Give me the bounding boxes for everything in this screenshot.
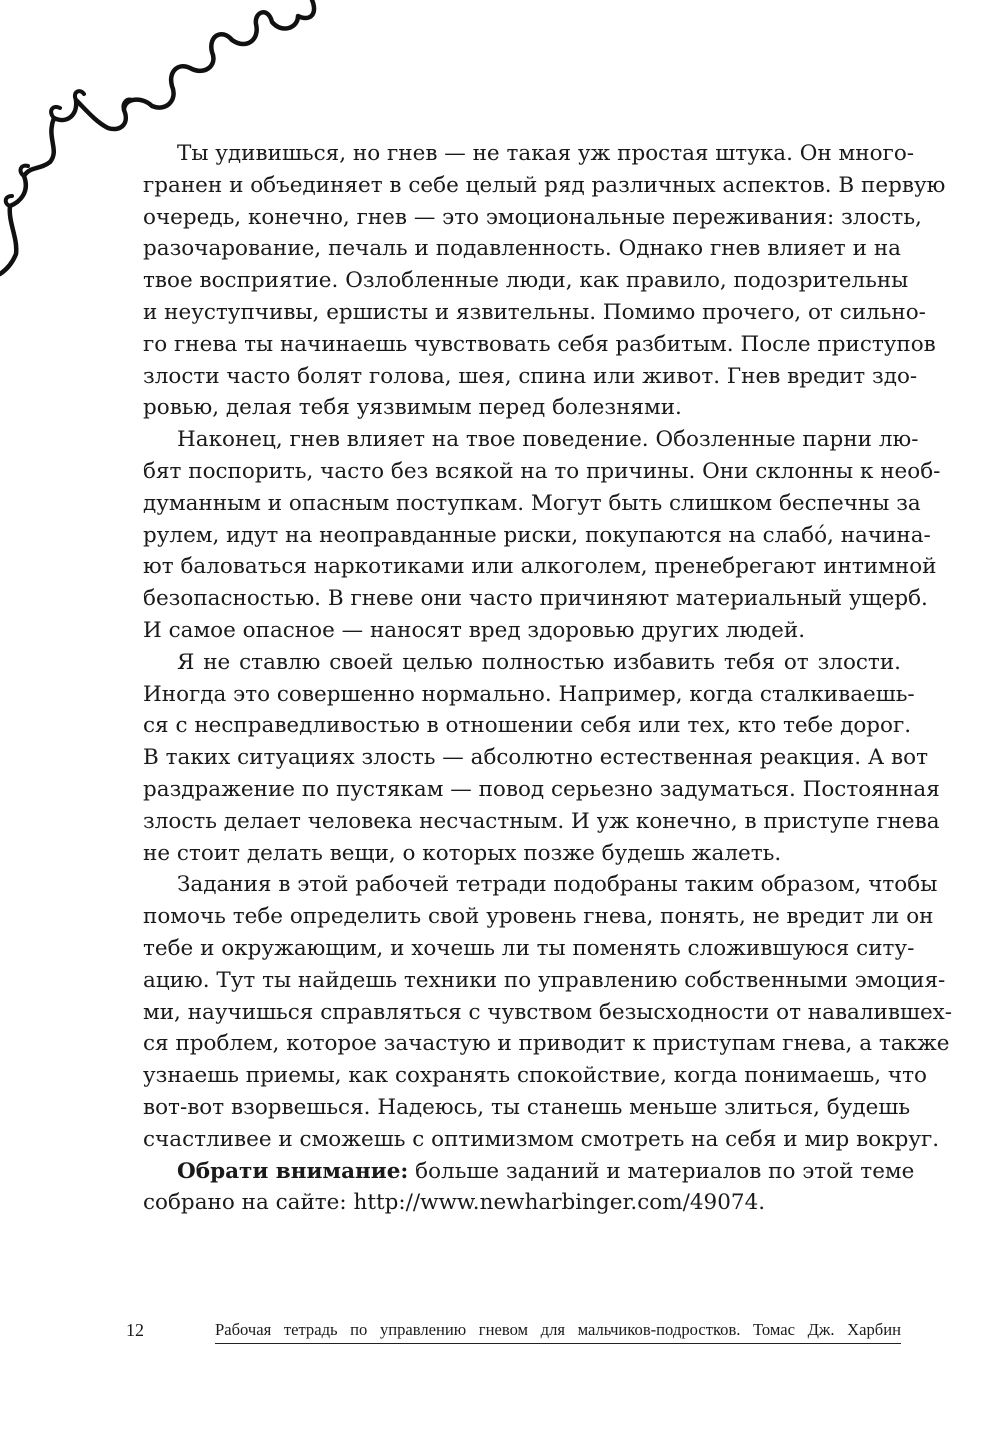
text-line: очередь, конечно, гнев — это эмоциональные переживания: злость, — [143, 204, 922, 230]
note-line — [143, 1156, 915, 1188]
text-line: Наконец, гнев влияет на твое поведение. Обозленные парни лю- — [177, 427, 919, 453]
text-line: рулем, идут на неоправданные риски, покупаются на слабо́, начина- — [143, 522, 931, 548]
text-line: ровью, делая тебя уязвимым перед болезнями. — [143, 395, 682, 421]
text-line: безопасностью. В гневе они часто причиняют материальный ущерб. — [143, 586, 928, 612]
text-line: И самое опасное — наносят вред здоровью других людей. — [143, 617, 806, 643]
page-footer — [126, 1318, 901, 1348]
text-line: думанным и опасным поступкам. Могут быть слишком беспечны за — [143, 490, 921, 516]
main-text — [143, 138, 953, 1219]
text-line: ся с несправедливостью в отношении себя или тех, кто тебе дорог. — [143, 713, 912, 739]
text-line: Задания в этой рабочей тетради подобраны таким образом, чтобы — [177, 872, 938, 898]
text-line: гранен и объединяет в себе целый ряд различных аспектов. В первую — [143, 172, 946, 198]
note-text: больше заданий и материалов по этой теме — [408, 1158, 915, 1184]
text-line: Иногда это совершенно нормально. Например, когда сталкиваешь- — [143, 681, 915, 707]
text-line: тебе и окружающим, и хочешь ли ты поменять сложившуюся ситу- — [143, 935, 915, 961]
note-line: собрано на сайте: http://www.newharbinger.com/49074. — [143, 1190, 766, 1216]
text-line: ся проблем, которое зачастую и приводит к приступам гнева, а также — [143, 1031, 950, 1057]
text-line: разочарование, печаль и подавленность. Однако гнев влияет и на — [143, 236, 901, 262]
page-number: 12 — [126, 1320, 144, 1340]
text-line: твое восприятие. Озлобленные люди, как правило, подозрительны — [143, 268, 909, 294]
text-line: бят поспорить, часто без всякой на то причины. Они склонны к необ- — [143, 458, 941, 484]
text-line: злость делает человека несчастным. И уж конечно, в приступе гнева — [143, 808, 940, 834]
text-line: счастливее и сможешь с оптимизмом смотреть на себя и мир вокруг. — [143, 1126, 940, 1152]
text-line: злости часто болят голова, шея, спина или живот. Гнев вредит здо- — [143, 363, 918, 389]
text-line: В таких ситуациях злость — абсолютно естественная реакция. А вот — [143, 745, 928, 771]
text-line: раздражение по пустякам — повод серьезно задуматься. Постоянная — [143, 776, 940, 802]
text-line: ют баловаться наркотиками или алкоголем, пренебрегают интимной — [143, 554, 937, 580]
text-line: ацию. Тут ты найдешь техники по управлению собственными эмоция- — [143, 967, 946, 993]
note-label: Обрати внимание: — [177, 1158, 409, 1184]
text-line: Я не ставлю своей целью полностью избавить тебя от злости. — [177, 649, 901, 675]
text-line: не стоит делать вещи, о которых позже будешь жалеть. — [143, 840, 782, 866]
text-line: помочь тебе определить свой уровень гнева, понять, не вредит ли он — [143, 904, 934, 930]
text-line: и неуступчивы, ершисты и язвительны. Помимо прочего, от сильно- — [143, 299, 926, 325]
text-line: узнаешь приемы, как сохранять спокойствие, когда понимаешь, что — [143, 1063, 927, 1089]
running-title: Рабочая тетрадь по управлению гневом для мальчиков-подростков. Томас Дж. Харбин — [215, 1320, 901, 1344]
text-line: ми, научишься справляться с чувством безысходности от навалившех- — [143, 999, 953, 1025]
text-line: го гнева ты начинаешь чувствовать себя разбитым. После приступов — [143, 331, 936, 357]
text-line: вот-вот взорвешься. Надеюсь, ты станешь меньше злиться, будешь — [143, 1094, 911, 1120]
text-line: Ты удивишься, но гнев — не такая уж простая штука. Он много- — [177, 141, 915, 166]
